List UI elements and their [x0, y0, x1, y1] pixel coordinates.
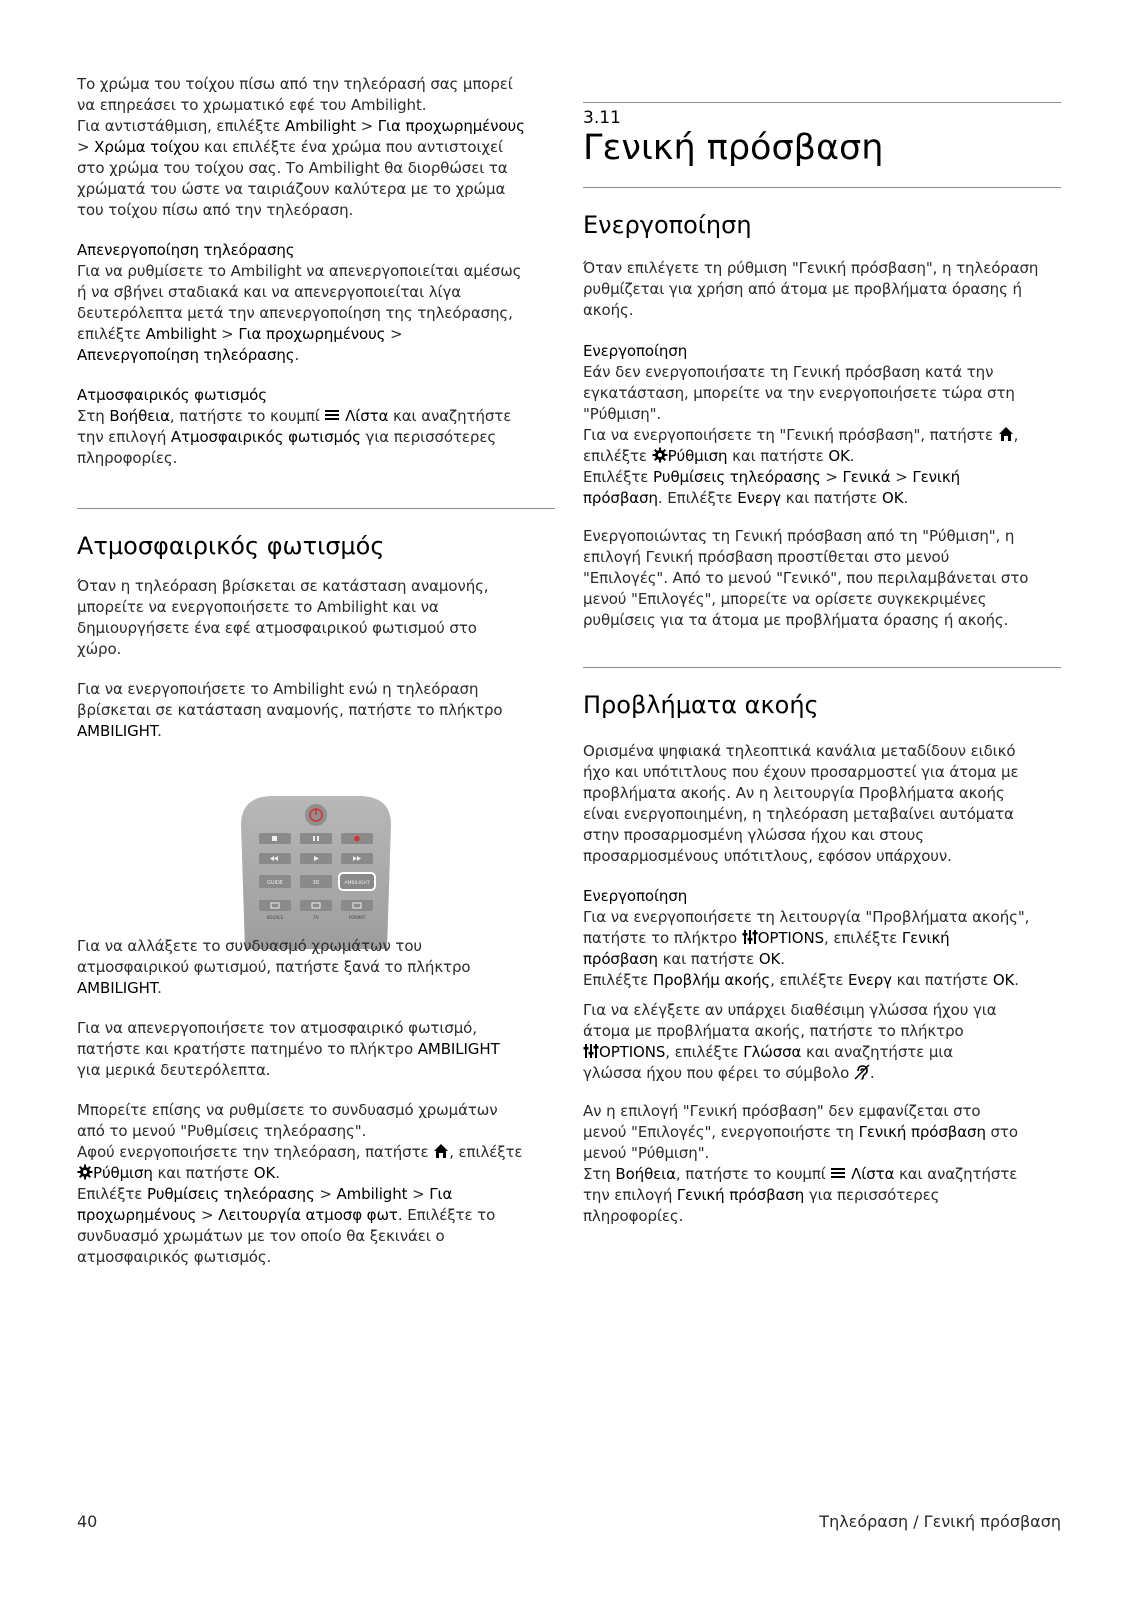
text-line: του τοίχου πίσω από την τηλεόραση. — [77, 201, 354, 219]
text-line: χρώματά του ώστε να ταιριάζουν καλύτερα με το χρώμα — [77, 180, 506, 198]
chapter-number: 3.11 — [583, 108, 621, 128]
text-line: Για να ενεργοποιήσετε το Ambilight ενώ η τηλεόραση — [77, 680, 479, 698]
text-line: μενού "Ρύθμιση". — [583, 1144, 710, 1162]
section-divider — [583, 667, 1061, 668]
text-line: στο χρώμα του τοίχου σας. Το Ambilight θα διορθώσει τα — [77, 159, 508, 177]
text-line: "Επιλογές". Από το μενού "Γενικό", που περιλαμβάνεται στο — [583, 569, 1029, 587]
remote-guide-label: GUIDE — [266, 880, 284, 886]
text-line: την επιλογή Ατμοσφαιρικός φωτισμός για περισσότερες — [77, 428, 497, 446]
section-divider — [77, 508, 555, 509]
text-line: Ορισμένα ψηφιακά τηλεοπτικά κανάλια μεταδίδουν ειδικό — [583, 742, 1016, 760]
text-line: δευτερόλεπτα μετά την απενεργοποίηση της τηλεόρασης, — [77, 304, 513, 322]
section-title-hearing-impaired: Προβλήματα ακοής — [583, 691, 819, 719]
text-line: πατήστε και κρατήστε πατημένο το πλήκτρο AMBILIGHT — [77, 1040, 500, 1058]
text-line: Εάν δεν ενεργοποιήσατε τη Γενική πρόσβαση κατά την — [583, 363, 994, 381]
text-line: Επιλέξτε Προβλήμ ακοής, επιλέξτε Ενεργ και πατήστε OK. — [583, 971, 1019, 989]
text-line: δημιουργήσετε ένα εφέ ατμοσφαιρικού φωτισμού στο — [77, 619, 477, 637]
settings-gear-icon — [652, 447, 668, 463]
section-title-lounge-light: Ατμοσφαιρικός φωτισμός — [77, 532, 385, 560]
text-line: μενού "Επιλογές", ενεργοποιήστε τη Γενική πρόσβαση στο — [583, 1123, 1018, 1141]
subheading-lounge-light: Ατμοσφαιρικός φωτισμός — [77, 386, 267, 404]
text-line: ρυθμίσεις για τα άτομα με προβλήματα όρασης ή ακοής. — [583, 611, 1009, 629]
text-line: μπορείτε να ενεργοποιήσετε το Ambilight και να — [77, 598, 439, 616]
text-line: συνδυασμό χρωμάτων με τον οποίο θα ξεκινάει ο — [77, 1227, 445, 1245]
text-line: Αν η επιλογή "Γενική πρόσβαση" δεν εμφανίζεται στο — [583, 1102, 981, 1120]
text-line: Ρύθμιση και πατήστε OK. — [77, 1163, 555, 1184]
text-line: ρυθμίζεται για χρήση από άτομα με προβλήματα όρασης ή — [583, 280, 1022, 298]
text-line: πληροφορίες. — [77, 449, 178, 467]
options-icon — [583, 1043, 599, 1059]
paragraph-activation-result — [583, 526, 1061, 631]
text-line: επιλέξτε Ambilight > Για προχωρημένους > — [77, 325, 403, 343]
chapter-top-divider — [583, 102, 1061, 103]
list-icon — [324, 407, 340, 423]
page-number: 40 — [77, 1512, 98, 1531]
paragraph-activation-steps — [583, 341, 1061, 509]
text-line: εγκατάσταση, μπορείτε να την ενεργοποιήσετε τώρα στη — [583, 384, 1015, 402]
text-line: ατμοσφαιρικού φωτισμού, πατήστε ξανά το πλήκτρο — [77, 958, 471, 976]
text-line: μενού "Επιλογές", μπορείτε να ορίσετε συγκεκριμένες — [583, 590, 987, 608]
text-line: είναι ενεργοποιημένη, η τηλεόραση μεταβαίνει αυτόματα — [583, 805, 1014, 823]
text-line: > Χρώμα τοίχου και επιλέξτε ένα χρώμα που αντιστοιχεί — [77, 138, 503, 156]
text-line: Για να αλλάξετε το συνδυασμό χρωμάτων του — [77, 937, 423, 955]
remote-format-label: FORMAT — [348, 915, 366, 920]
list-icon — [830, 1165, 846, 1181]
home-icon — [433, 1143, 449, 1159]
text-line: Ενεργοποιώντας τη Γενική πρόσβαση από τη "Ρύθμιση", η — [583, 527, 1015, 545]
subheading-tv-off: Απενεργοποίηση τηλεόρασης — [77, 241, 295, 259]
text-line: γλώσσα ήχου που φέρει το σύμβολο . — [583, 1064, 875, 1082]
text-line: Στη Βοήθεια, πατήστε το κουμπί Λίστα και αναζητήστε — [583, 1165, 1018, 1183]
text-line: "Ρύθμιση". — [583, 405, 662, 423]
text-line: ακοής. — [583, 301, 634, 319]
text-line: Στη Βοήθεια, πατήστε το κουμπί Λίστα και αναζητήστε — [77, 407, 512, 425]
remote-control-image — [241, 795, 391, 949]
text-line: πληροφορίες. — [583, 1207, 684, 1225]
text-line: Για να ελέγξετε αν υπάρχει διαθέσιμη γλώσσα ήχου για — [583, 1001, 997, 1019]
text-line: προχωρημένους > Λειτουργία ατμοσφ φωτ. Επιλέξτε το — [77, 1206, 496, 1224]
text-line: OPTIONS, επιλέξτε Γλώσσα και αναζητήστε μια — [583, 1042, 1061, 1063]
text-line: Για να ρυθμίσετε το Ambilight να απενεργοποιείται αμέσως — [77, 262, 522, 280]
text-line: Για να απενεργοποιήσετε τον ατμοσφαιρικό φωτισμό, — [77, 1019, 477, 1037]
text-line: Όταν η τηλεόραση βρίσκεται σε κατάσταση αναμονής, — [77, 577, 489, 595]
subheading-activation: Ενεργοποίηση — [583, 342, 688, 360]
paragraph-lounge-activate — [77, 679, 555, 742]
remote-3d-label: 3D — [312, 880, 320, 886]
text-line: Για αντιστάθμιση, επιλέξτε Ambilight > Για προχωρημένους — [77, 117, 525, 135]
paragraph-tv-off — [77, 240, 555, 366]
paragraph-hearing-intro — [583, 741, 1061, 867]
text-line: από το μενού "Ρυθμίσεις τηλεόρασης". — [77, 1122, 367, 1140]
hearing-impaired-icon — [854, 1064, 870, 1080]
remote-source-label: SOURCE — [266, 915, 284, 920]
text-line: για μερικά δευτερόλεπτα. — [77, 1061, 271, 1079]
text-line: προβλήματα ακοής. Αν η λειτουργία Προβλήματα ακοής — [583, 784, 1005, 802]
paragraph-wall-color — [77, 74, 555, 221]
footer-section-title: Τηλεόραση / Γενική πρόσβαση — [819, 1512, 1061, 1531]
remote-tv-label: TV — [313, 915, 319, 920]
text-line: Αφού ενεργοποιήσετε την τηλεόραση, πατήστε , επιλέξτε — [77, 1143, 523, 1161]
subheading-activation: Ενεργοποίηση — [583, 887, 688, 905]
text-line: ή να σβήνει σταδιακά και να απενεργοποιείται λίγα — [77, 283, 462, 301]
text-line: ατμοσφαιρικός φωτισμός. — [77, 1248, 272, 1266]
text-line: Επιλέξτε Ρυθμίσεις τηλεόρασης > Γενικά > Γενική — [583, 468, 961, 486]
section-title-activation: Ενεργοποίηση — [583, 211, 752, 239]
text-line: Απενεργοποίηση τηλεόρασης. — [77, 346, 300, 364]
text-line: χώρο. — [77, 640, 122, 658]
text-line: AMBILIGHT. — [77, 979, 162, 997]
paragraph-universal-access-intro — [583, 258, 1061, 321]
text-line: την επιλογή Γενική πρόσβαση για περισσότερες — [583, 1186, 940, 1204]
text-line: Το χρώμα του τοίχου πίσω από την τηλεόρασή σας μπορεί — [77, 75, 513, 93]
chapter-title: Γενική πρόσβαση — [583, 128, 884, 168]
text-line: άτομα με προβλήματα ακοής, πατήστε το πλήκτρο — [583, 1022, 964, 1040]
text-line: AMBILIGHT. — [77, 722, 162, 740]
paragraph-hearing-language — [583, 1000, 1061, 1084]
paragraph-hearing-activation — [583, 886, 1061, 991]
chapter-bottom-divider — [583, 187, 1061, 188]
paragraph-lounge-off — [77, 1018, 555, 1081]
settings-gear-icon — [77, 1164, 93, 1180]
text-line: πατήστε το πλήκτρο OPTIONS, επιλέξτε Γενική — [583, 929, 950, 947]
text-line: ήχο και υπότιτλους που έχουν προσαρμοστεί για άτομα με — [583, 763, 1019, 781]
remote-ambilight-label: AMBILIGHT — [344, 881, 370, 886]
text-line: Μπορείτε επίσης να ρυθμίσετε το συνδυασμό χρωμάτων — [77, 1101, 498, 1119]
text-line: Όταν επιλέγετε τη ρύθμιση "Γενική πρόσβαση", η τηλεόραση — [583, 259, 1039, 277]
text-line: να επηρεάσει το χρωματικό εφέ του Ambilight. — [77, 96, 427, 114]
home-icon — [998, 426, 1014, 442]
paragraph-lounge-intro — [77, 576, 555, 660]
text-line: Για να ενεργοποιήσετε τη λειτουργία "Προβλήματα ακοής", — [583, 908, 1030, 926]
options-icon — [742, 929, 758, 945]
text-line: πρόσβαση και πατήστε OK. — [583, 950, 785, 968]
paragraph-lounge-change — [77, 936, 555, 999]
paragraph-lounge-settings — [77, 1100, 555, 1268]
text-line: Επιλέξτε Ρυθμίσεις τηλεόρασης > Ambilight > Για — [77, 1185, 453, 1203]
text-line: επιλέξτε Ρύθμιση και πατήστε OK. — [583, 447, 855, 465]
text-line: Για να ενεργοποιήσετε τη "Γενική πρόσβαση", πατήστε , — [583, 426, 1019, 444]
text-line: προσαρμοσμένους υπότιτλους, εφόσον υπάρχουν. — [583, 847, 952, 865]
paragraph-hearing-help — [583, 1101, 1061, 1227]
text-line: επιλογή Γενική πρόσβαση προστίθεται στο μενού — [583, 548, 950, 566]
text-line: βρίσκεται σε κατάσταση αναμονής, πατήστε το πλήκτρο — [77, 701, 503, 719]
text-line: στην προσαρμοσμένη γλώσσα ήχου και στους — [583, 826, 924, 844]
paragraph-lounge-help — [77, 385, 555, 469]
text-line: πρόσβαση. Επιλέξτε Ενεργ και πατήστε OK. — [583, 489, 909, 507]
